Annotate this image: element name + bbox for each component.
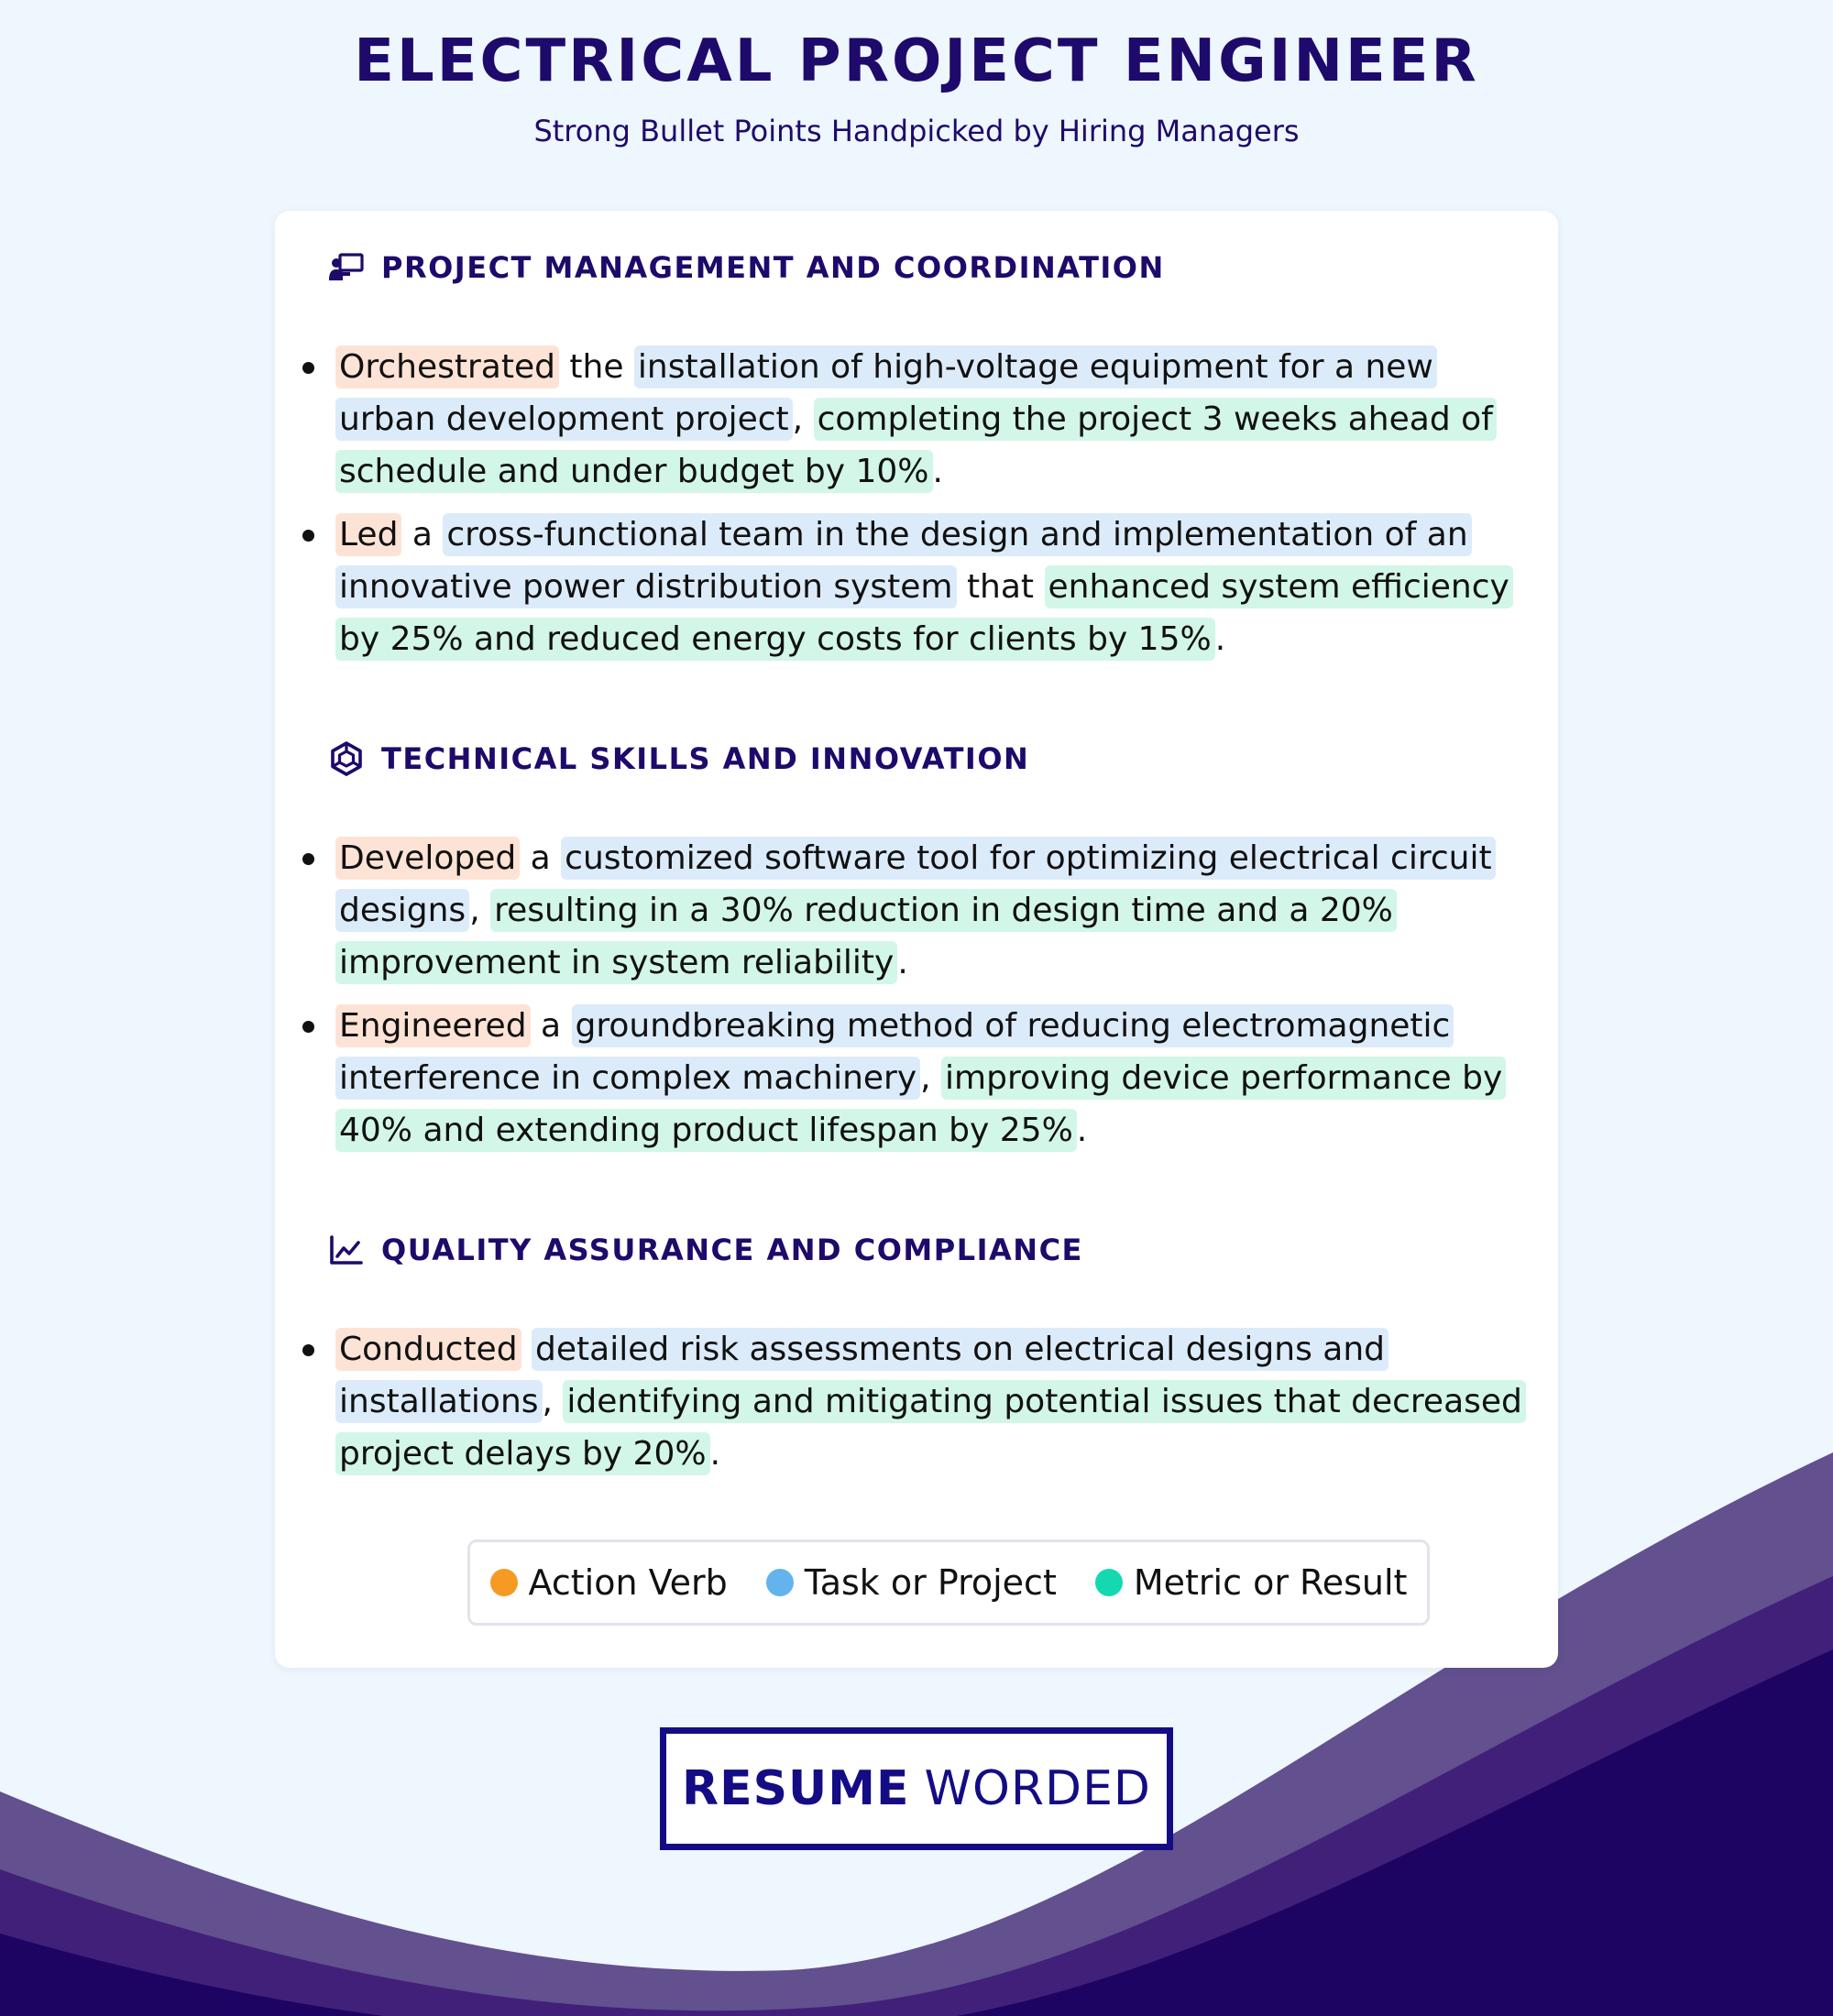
connector-text: a [401,516,444,553]
end-punctuation: . [1076,1112,1088,1149]
section-header [328,249,1165,286]
action-verb: Conducted [335,1328,521,1371]
connector-text: , [542,1383,564,1420]
action-verb: Engineered [335,1004,531,1047]
bullet-item [275,509,1545,665]
action-verb: Developed [335,837,520,880]
bullet-item [275,832,1545,989]
end-punctuation: . [932,453,943,490]
orange-dot-icon [490,1569,518,1596]
task-text: cross-functional team in the design and implementation of an innovative power distribution system [335,513,1472,608]
legend-label: Action Verb [528,1562,728,1603]
connector-text: a [520,839,562,877]
task-text: groundbreaking method of reducing electromagnetic interference in complex machinery [335,1004,1454,1100]
section-title: PROJECT MANAGEMENT AND COORDINATION [381,250,1165,285]
bullet-item [275,1000,1545,1156]
legend-label: Metric or Result [1133,1562,1408,1603]
teal-dot-icon [1095,1569,1123,1596]
metric-text: enhanced system efficiency by 25% and reduced energy costs for clients by 15% [335,565,1513,661]
metric-text: identifying and mitigating potential issues that decreased project delays by 20% [335,1380,1526,1475]
task-text: installation of high-voltage equipment for a new urban development project [335,345,1437,441]
connector-text: a [530,1007,572,1045]
connector-text: , [920,1059,942,1097]
connector-text [521,1331,532,1368]
metric-text: resulting in a 30% reduction in design time and a 20% improvement in system reliability [335,889,1397,984]
bullet-dot [302,853,314,865]
legend-action-verb [490,1562,728,1603]
end-punctuation: . [709,1435,721,1473]
metric-text: improving device performance by 40% and extending product lifespan by 25% [335,1057,1506,1152]
blue-dot-icon [766,1569,794,1596]
legend-task-project [766,1562,1057,1603]
action-verb: Orchestrated [335,345,559,389]
metric-text: completing the project 3 weeks ahead of schedule and under budget by 10% [335,398,1497,493]
section-title: QUALITY ASSURANCE AND COMPLIANCE [381,1233,1083,1267]
bullet-list [275,341,1558,676]
task-text: customized software tool for optimizing electrical circuit designs [335,837,1496,932]
connector-text: , [469,892,491,929]
end-punctuation: . [897,944,908,981]
bullet-list [275,832,1558,1167]
highlight-legend [467,1539,1430,1626]
page-subtitle: Strong Bullet Points Handpicked by Hiring Managers [533,114,1300,148]
section-title: TECHNICAL SKILLS AND INNOVATION [381,741,1030,776]
connector-text: , [792,400,814,438]
bullet-points-card [275,211,1558,1668]
logo-word-light: WORDED [924,1761,1151,1816]
line-chart-icon [328,1232,365,1268]
legend-label: Task or Project [804,1562,1057,1603]
bullet-item [275,341,1545,498]
end-punctuation: . [1214,620,1226,658]
page-title: ELECTRICAL PROJECT ENGINEER [354,27,1479,95]
section-header [328,1232,1083,1268]
resume-worded-logo[interactable] [660,1727,1173,1850]
bullet-item [275,1323,1545,1480]
logo-word-bold: RESUME [682,1761,910,1816]
connector-text: the [558,348,634,386]
section-header [328,740,1029,777]
bullet-dot [302,530,314,542]
legend-metric-result [1095,1562,1408,1603]
connector-text: that [956,568,1045,606]
bullet-dot [302,1344,314,1356]
task-text: detailed risk assessments on electrical designs and installations [335,1328,1388,1423]
gear-cube-icon [328,740,365,777]
bullet-list [275,1323,1558,1491]
action-verb: Led [335,513,401,556]
presenter-board-icon [328,249,365,286]
bullet-dot [302,1021,314,1033]
bullet-dot [302,362,314,374]
